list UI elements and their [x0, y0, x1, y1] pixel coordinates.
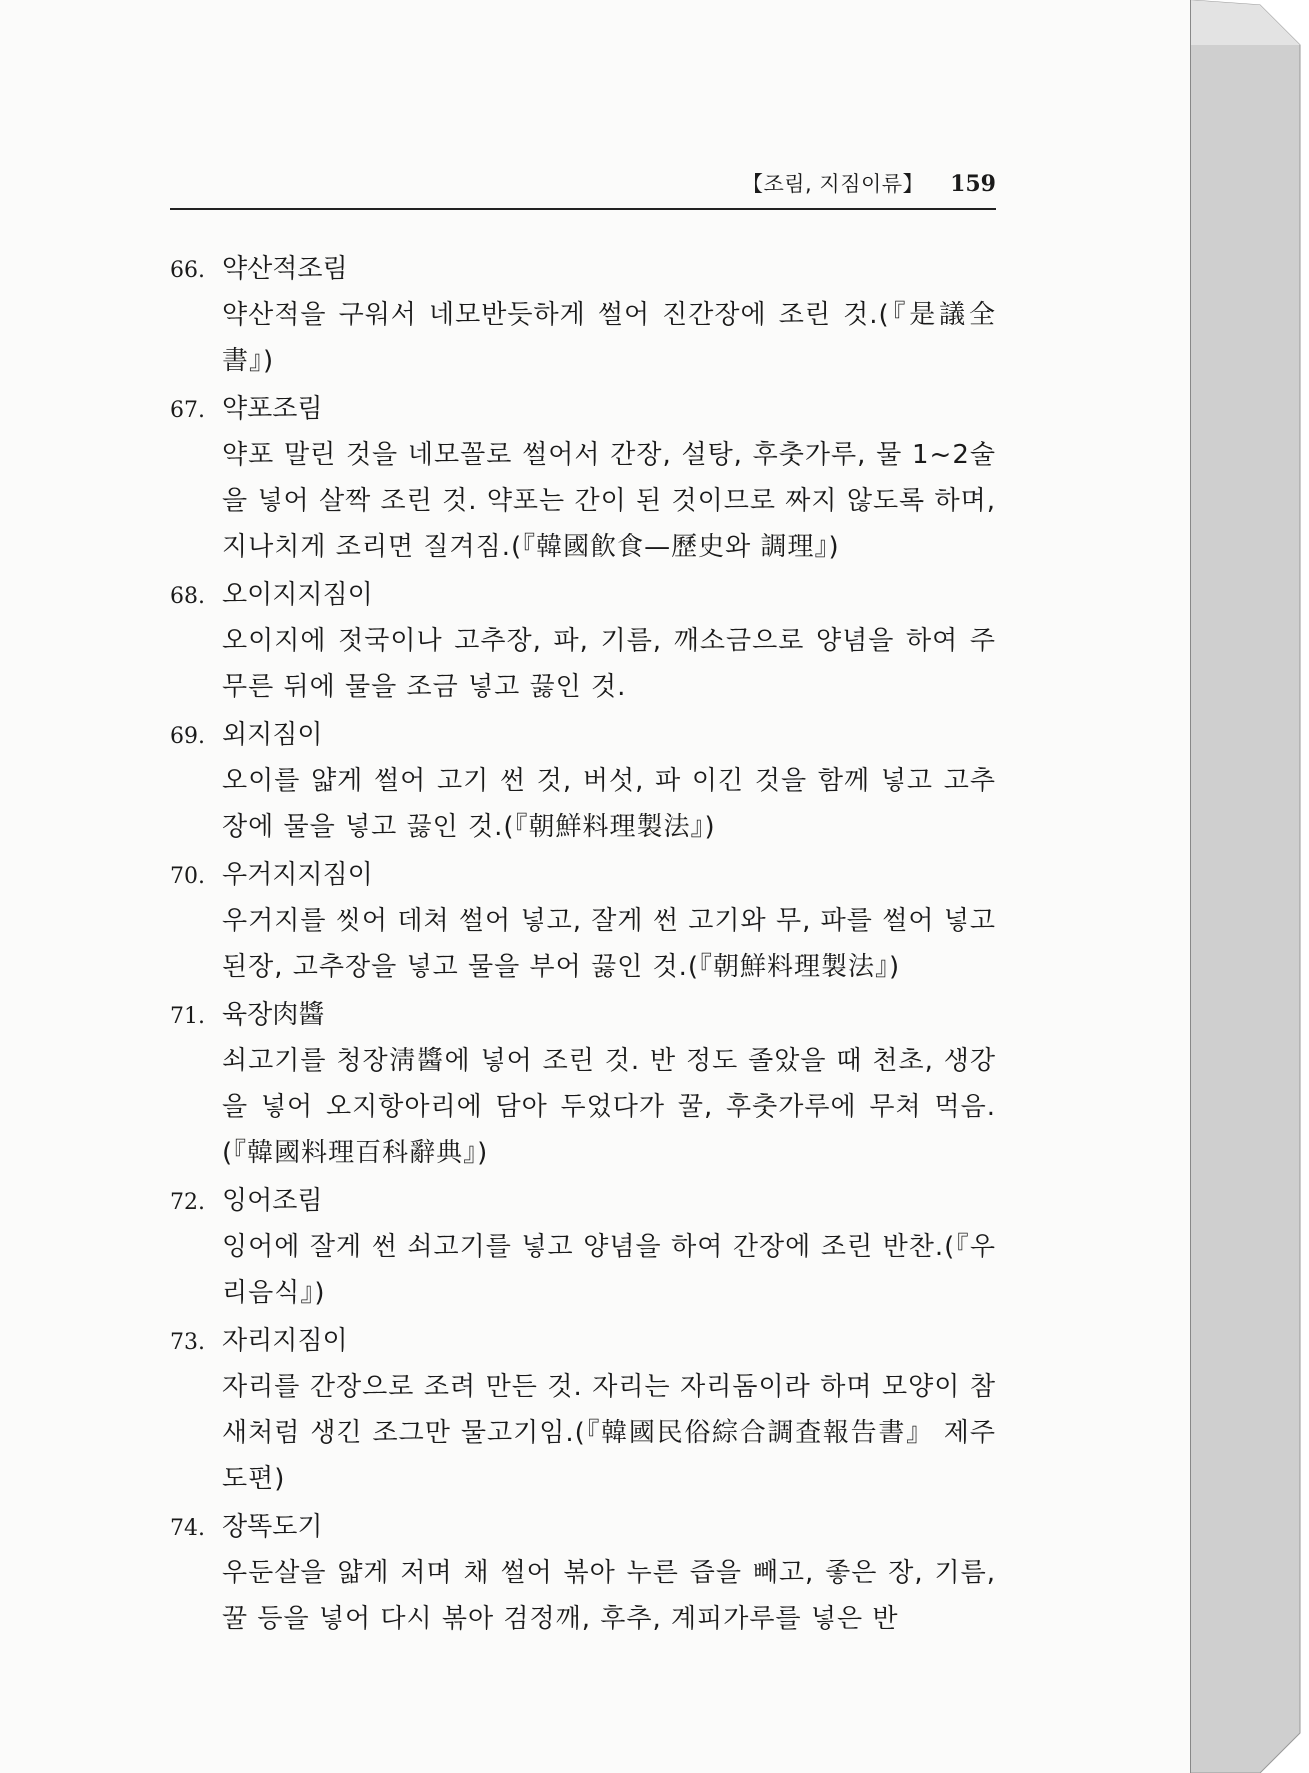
entry-68 [170, 572, 996, 710]
running-head [170, 168, 996, 198]
entry-title: 육장肉醬 [222, 1000, 325, 1030]
entry-heading [170, 712, 996, 758]
header-rule [170, 208, 996, 210]
entry-number: 70. [170, 864, 205, 889]
page-number: 159 [950, 171, 996, 197]
entry-text: 쇠고기를 청장淸醬에 넣어 조린 것. 반 정도 졸았을 때 천초, 생강을 넣어 오지항아리에 담아 두었다가 꿀, 후춧가루에 무쳐 먹음.(『韓國料理百科辭典』) [222, 1046, 996, 1168]
entry-text: 약포 말린 것을 네모꼴로 썰어서 간장, 설탕, 후춧가루, 물 1~2술을 넣어 살짝 조린 것. 약포는 간이 된 것이므로 짜지 않도록 하며, 지나치게 조리면 질겨짐.(『韓國飮食—歷史와 調理』) [222, 440, 996, 562]
entry-heading [170, 852, 996, 898]
entry-title: 장똑도기 [222, 1512, 323, 1542]
entry-text: 우둔살을 얇게 저며 채 썰어 볶아 누른 즙을 빼고, 좋은 장, 기름, 꿀 등을 넣어 다시 볶아 검정깨, 후추, 계피가루를 넣은 반 [222, 1558, 996, 1634]
entry-text: 잉어에 잘게 썬 쇠고기를 넣고 양념을 하여 간장에 조린 반찬.(『우리음식』) [222, 1232, 996, 1308]
section-title: 【조림, 지짐이류】 [741, 172, 925, 196]
entry-number: 73. [170, 1330, 205, 1355]
entry-number: 71. [170, 1004, 205, 1029]
entry-text: 오이지에 젓국이나 고추장, 파, 기름, 깨소금으로 양념을 하여 주무른 뒤에 물을 조금 넣고 끓인 것. [222, 626, 996, 702]
entry-number: 68. [170, 584, 205, 609]
entry-title: 약포조림 [222, 394, 323, 424]
entry-73 [170, 1318, 996, 1502]
entry-72 [170, 1178, 996, 1316]
entry-71 [170, 992, 996, 1176]
entry-66 [170, 246, 996, 384]
entry-74 [170, 1504, 996, 1642]
entry-number: 74. [170, 1516, 205, 1541]
entry-title: 자리지짐이 [222, 1326, 348, 1356]
entry-text: 오이를 얇게 썰어 고기 썬 것, 버섯, 파 이긴 것을 함께 넣고 고추장에 물을 넣고 끓인 것.(『朝鮮料理製法』) [222, 766, 996, 842]
entry-heading [170, 246, 996, 292]
entry-number: 69. [170, 724, 205, 749]
entry-heading [170, 992, 996, 1038]
entry-heading [170, 1178, 996, 1224]
book-edge [1190, 0, 1309, 1773]
entry-67 [170, 386, 996, 570]
entry-heading [170, 1318, 996, 1364]
entry-69 [170, 712, 996, 850]
entry-heading [170, 572, 996, 618]
entry-heading [170, 386, 996, 432]
entry-text: 자리를 간장으로 조려 만든 것. 자리는 자리돔이라 하며 모양이 참새처럼 생긴 조그만 물고기임.(『韓國民俗綜合調査報告書』 제주도편) [222, 1372, 996, 1494]
entry-number: 67. [170, 398, 205, 423]
entry-text: 약산적을 구워서 네모반듯하게 썰어 진간장에 조린 것.(『是議全書』) [222, 300, 996, 376]
entry-list [170, 246, 996, 1644]
entry-title: 오이지지짐이 [222, 580, 373, 610]
entry-title: 외지짐이 [222, 720, 323, 750]
entry-title: 우거지지짐이 [222, 860, 373, 890]
entry-number: 72. [170, 1190, 205, 1215]
entry-number: 66. [170, 258, 205, 283]
entry-heading [170, 1504, 996, 1550]
entry-70 [170, 852, 996, 990]
entry-text: 우거지를 씻어 데쳐 썰어 넣고, 잘게 썬 고기와 무, 파를 썰어 넣고 된장, 고추장을 넣고 물을 부어 끓인 것.(『朝鮮料理製法』) [222, 906, 996, 982]
entry-title: 잉어조림 [222, 1186, 323, 1216]
entry-title: 약산적조림 [222, 254, 348, 284]
